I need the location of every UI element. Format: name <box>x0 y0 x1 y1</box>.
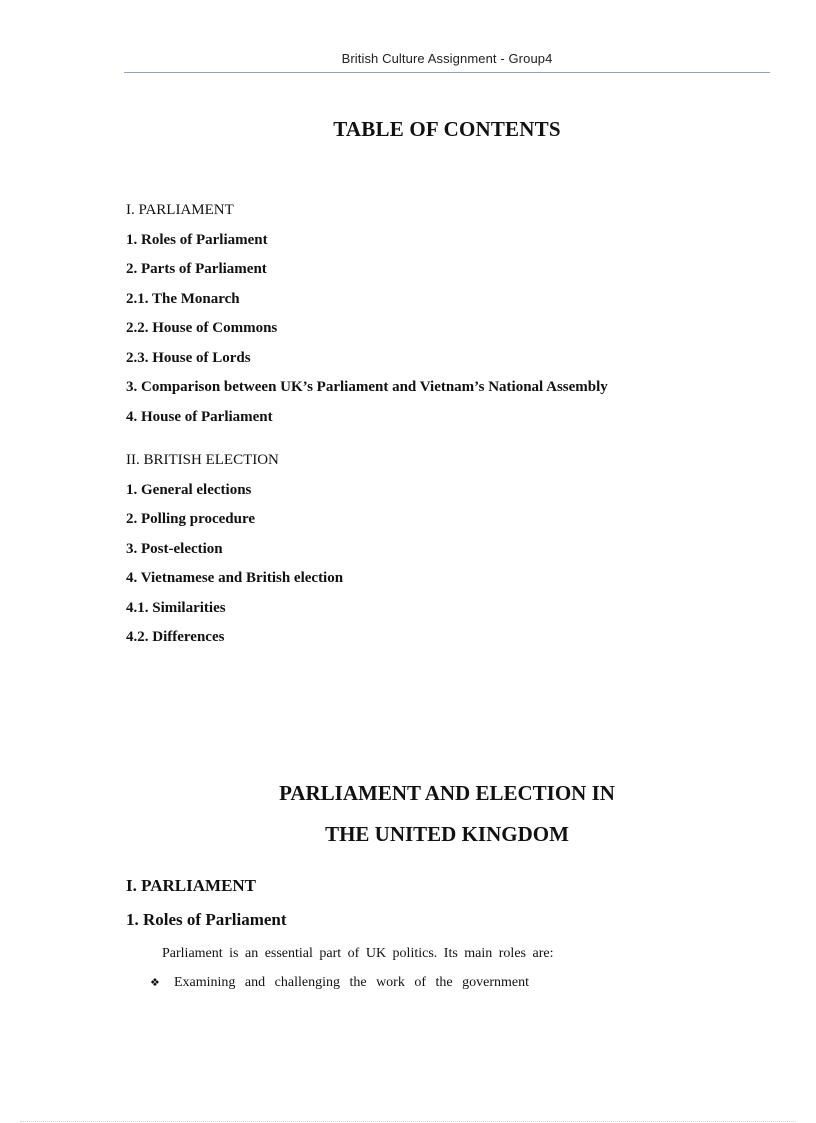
toc-item[interactable]: 4.1. Similarities <box>126 599 226 616</box>
document-title-line1: PARLIAMENT AND ELECTION IN <box>279 781 615 805</box>
toc-item[interactable]: II. BRITISH ELECTION <box>126 452 279 468</box>
toc-item[interactable]: 3. Post-election <box>126 540 223 557</box>
toc-item[interactable]: 4.2. Differences <box>126 629 225 645</box>
toc-item[interactable]: 2.3. House of Lords <box>126 349 251 366</box>
subsection-heading: 1. Roles of Parliament <box>126 910 287 929</box>
toc-item[interactable]: 2. Parts of Parliament <box>126 261 267 277</box>
toc-item[interactable]: 1. Roles of Parliament <box>126 231 268 248</box>
document-title <box>124 773 770 855</box>
toc-item[interactable]: 4. House of Parliament <box>126 408 273 425</box>
body-paragraph: Parliament is an essential part of UK politics. Its main roles are: <box>162 946 554 961</box>
page-bottom-border <box>20 1121 796 1122</box>
header-rule <box>124 72 770 73</box>
toc-item[interactable]: 3. Comparison between UK’s Parliament and Vietnam’s National Assembly <box>126 379 608 395</box>
toc-item[interactable]: I. PARLIAMENT <box>126 202 234 218</box>
section-heading: I. PARLIAMENT <box>126 876 257 895</box>
toc-title: TABLE OF CONTENTS <box>333 117 561 141</box>
document-title-line2: THE UNITED KINGDOM <box>325 822 569 846</box>
toc-item[interactable]: 4. Vietnamese and British election <box>126 570 344 586</box>
bullet-text: Examining and challenging the work of the government <box>174 975 529 990</box>
toc-item[interactable]: 2.1. The Monarch <box>126 290 240 307</box>
page-header: British Culture Assignment - Group4 <box>341 51 553 66</box>
bullet-item <box>150 975 529 991</box>
toc-item[interactable]: 1. General elections <box>126 481 252 498</box>
diamond-bullet-icon: ❖ <box>150 976 160 989</box>
toc-list <box>126 199 608 656</box>
toc-item[interactable]: 2. Polling procedure <box>126 511 256 527</box>
toc-item[interactable]: 2.2. House of Commons <box>126 320 278 336</box>
